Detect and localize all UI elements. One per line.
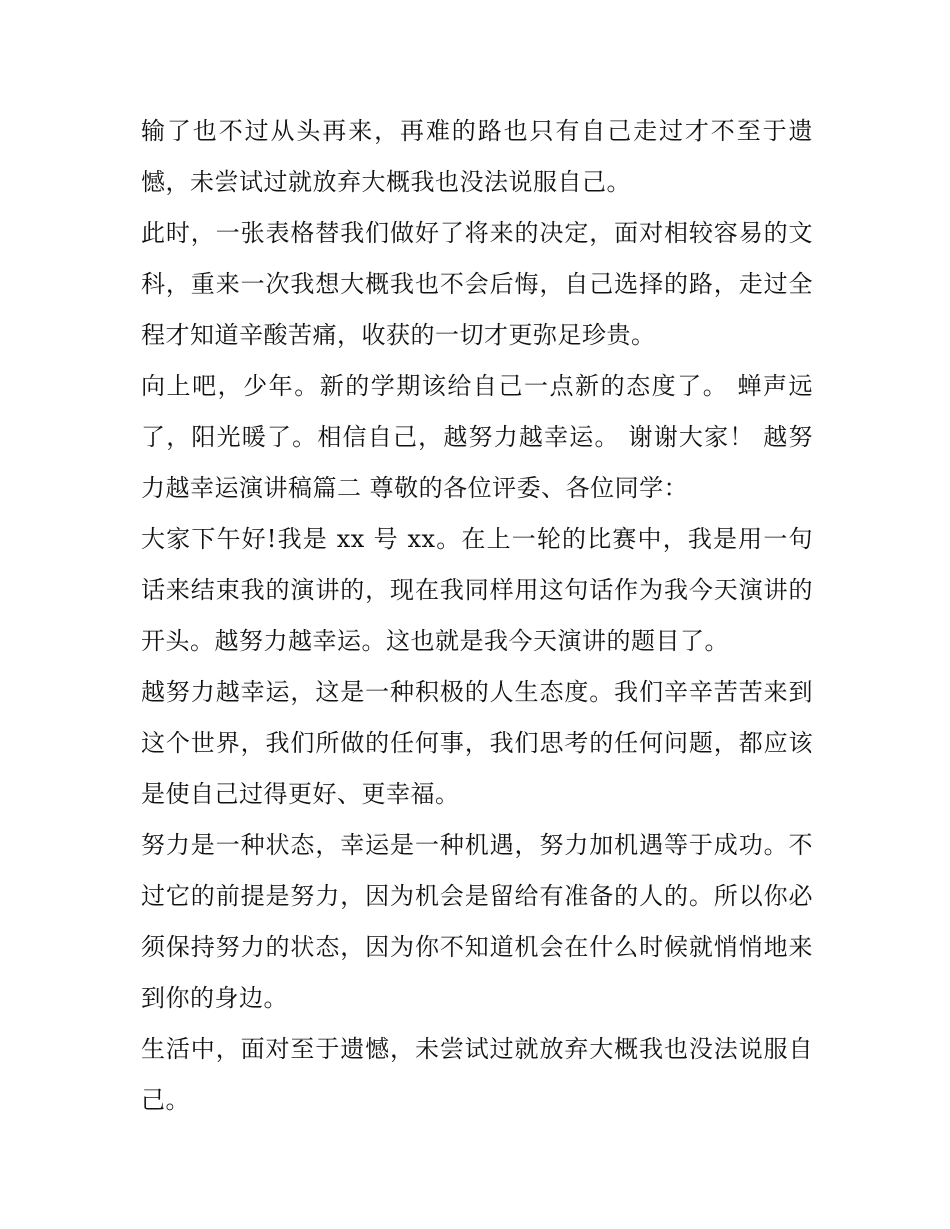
paragraph: 大家下午好!我是 xx 号 xx。在上一轮的比赛中，我是用一句话来结束我的演讲的，现在我同样用这句话作为我今天演讲的开头。越努力越幸运。这也就是我今天演讲的题目了。	[141, 525, 813, 655]
paragraph: 努力是一种状态，幸运是一种机遇，努力加机遇等于成功。不过它的前提是努力，因为机会是留给有准备的人的。所以你必须保持努力的状态，因为你不知道机会在什么时候就悄悄地来到你的身边。	[141, 831, 813, 1012]
paragraph: 生活中，面对至于遗憾，未尝试过就放弃大概我也没法说服自己。	[141, 1035, 813, 1114]
paragraph: 输了也不过从头再来，再难的路也只有自己走过才不至于遗憾，未尝试过就放弃大概我也没法说服自己。	[141, 117, 813, 196]
paragraph: 越努力越幸运，这是一种积极的人生态度。我们辛辛苦苦来到这个世界，我们所做的任何事，我们思考的任何问题，都应该是使自己过得更好、更幸福。	[141, 678, 813, 808]
document-body	[141, 106, 813, 1126]
paragraph: 此时，一张表格替我们做好了将来的决定，面对相较容易的文科，重来一次我想大概我也不会后悔，自己选择的路，走过全程才知道辛酸苦痛，收获的一切才更弥足珍贵。	[141, 219, 813, 349]
paragraph: 向上吧，少年。新的学期该给自己一点新的态度了。 蝉声远了，阳光暖了。相信自己，越努力越幸运。 谢谢大家！ 越努力越幸运演讲稿篇二 尊敬的各位评委、各位同学：	[141, 372, 813, 502]
